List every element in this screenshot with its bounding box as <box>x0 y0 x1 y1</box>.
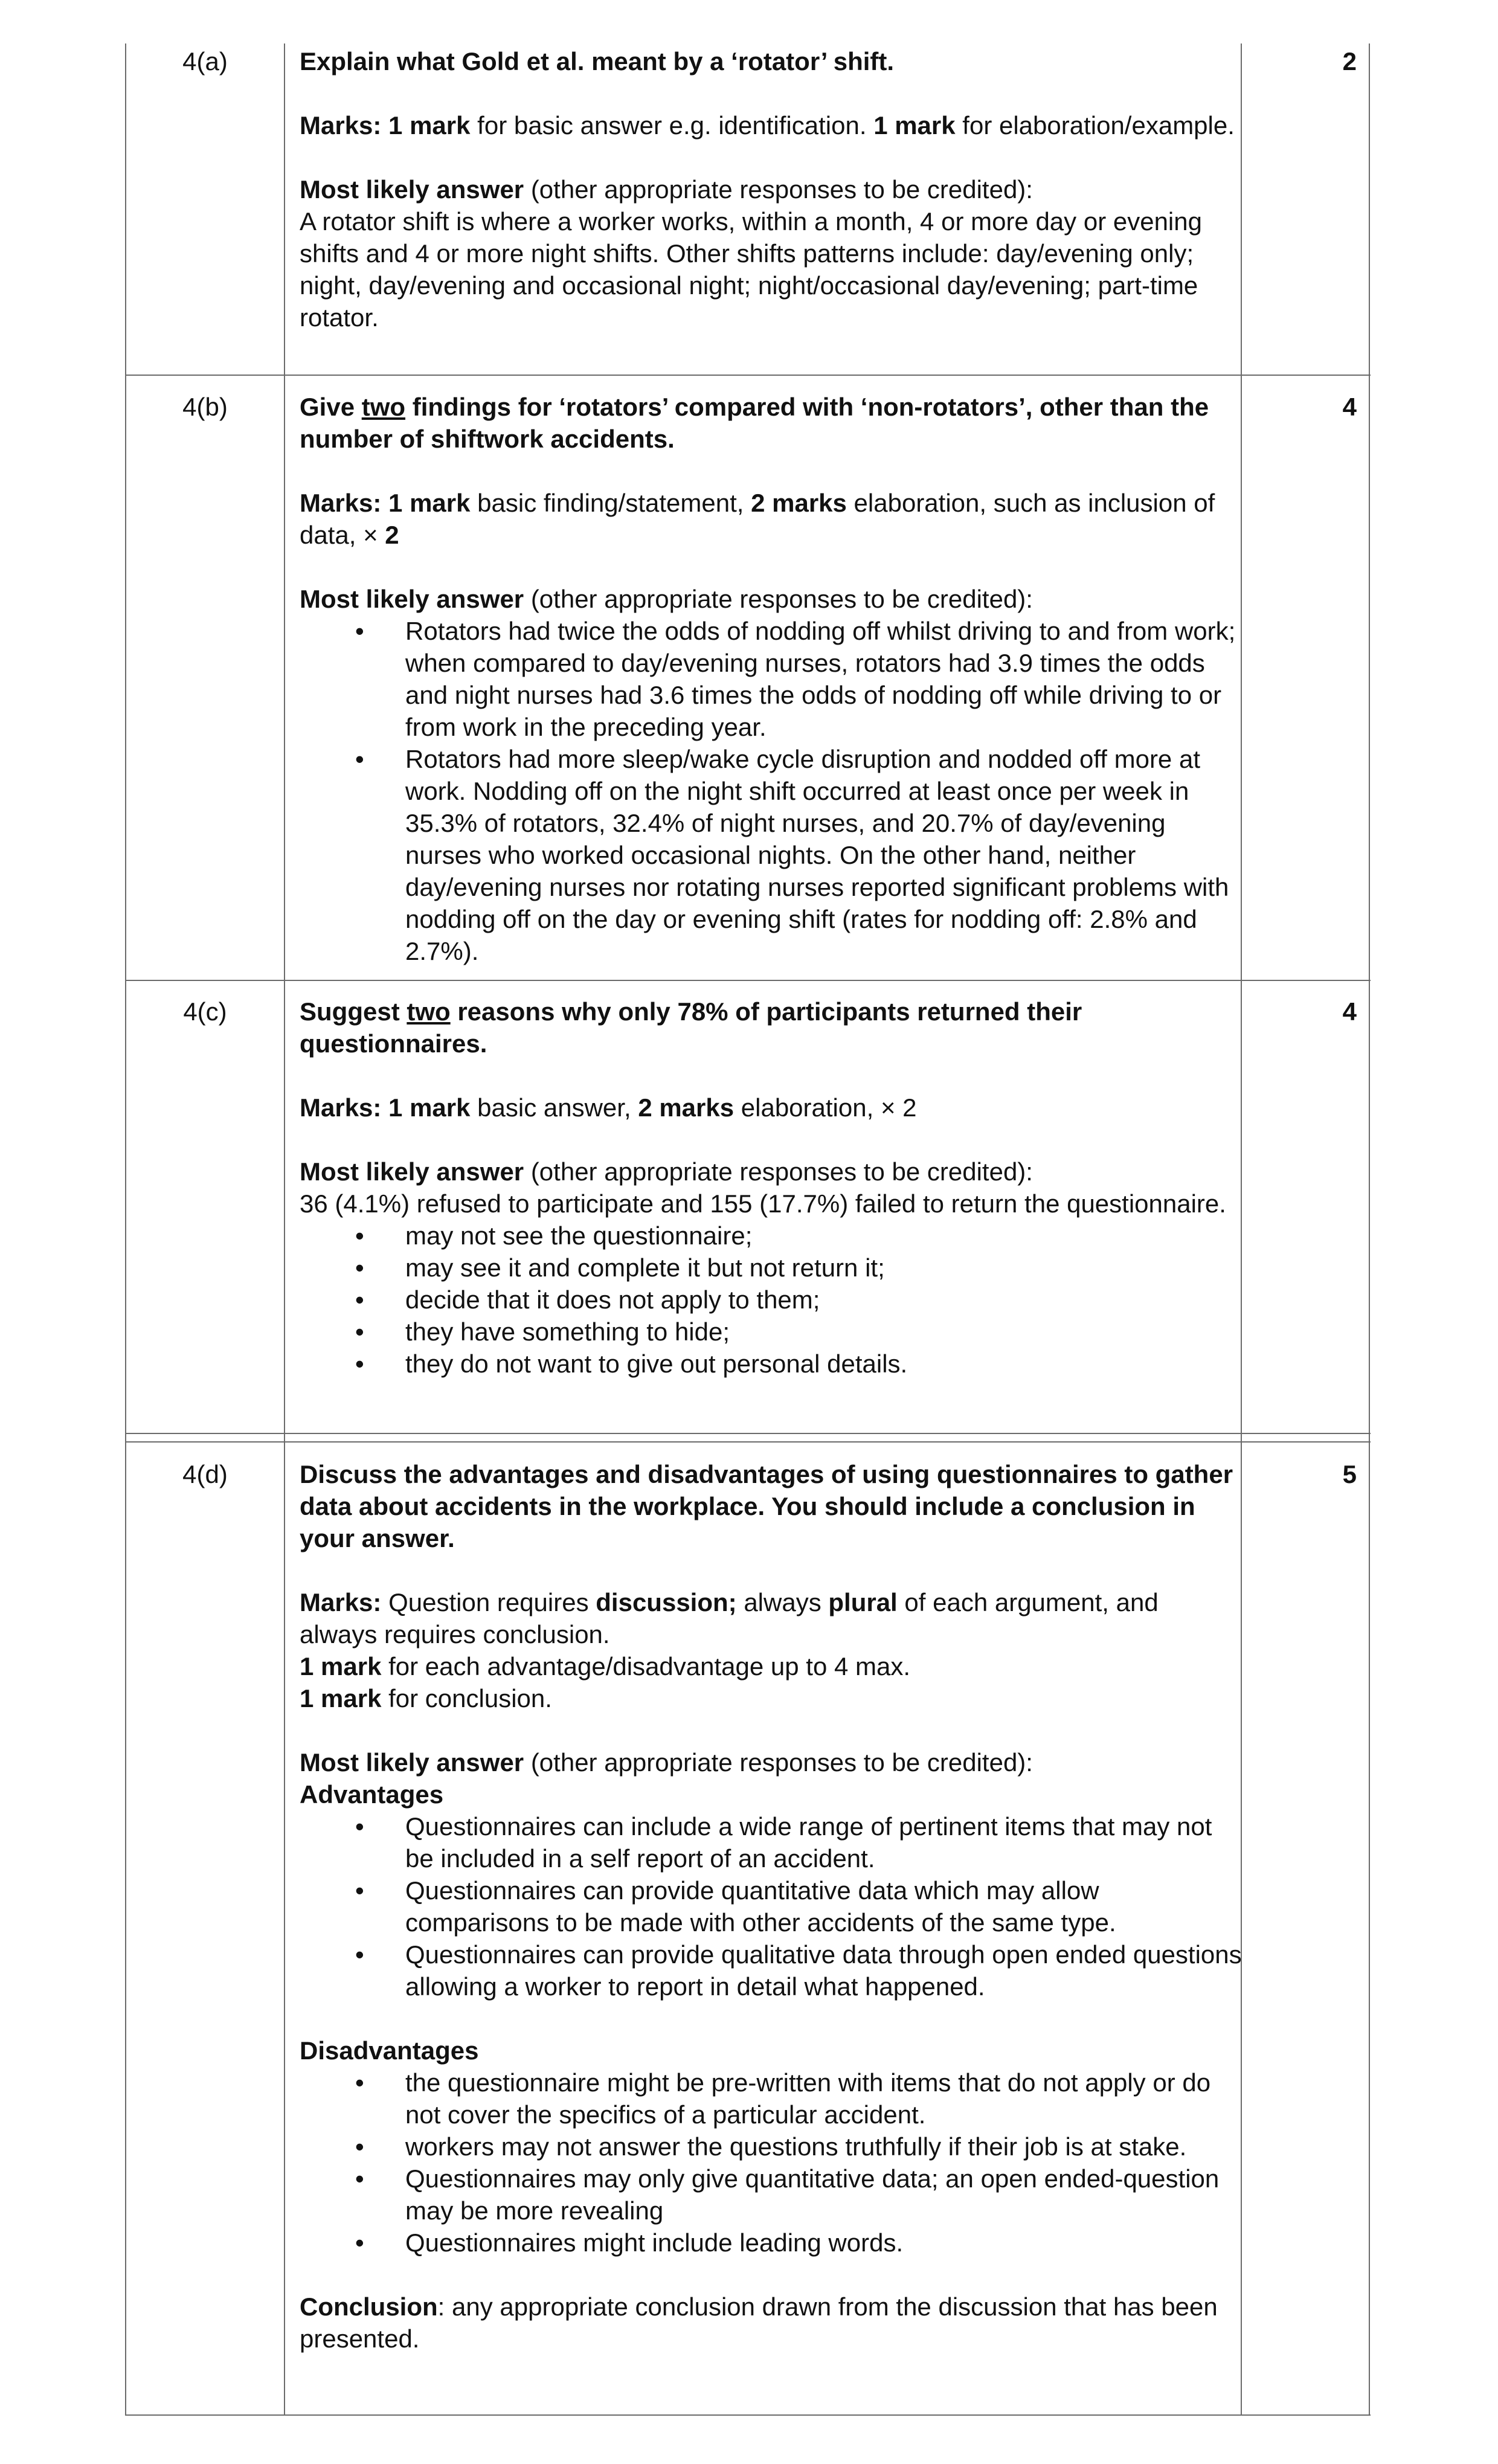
question-number: 4(b) <box>182 393 228 421</box>
mark-value: 4 <box>1342 997 1357 1026</box>
question-text: Discuss the advantages and disadvantages of using questionnaires to gather data about accidents in the workplace. You should include a conclusion in your answer. <box>300 1460 1233 1552</box>
disadvantages-heading: Disadvantages <box>300 2036 479 2065</box>
advantages-list <box>300 1810 1242 2002</box>
list-item: • the questionnaire might be pre-written with items that do not apply or do not cover the specifics of a particular accident. <box>300 2067 1242 2131</box>
marks-guidance: Marks: Question requires discussion; always plural of each argument, and always requires conclusion. <box>300 1588 1159 1649</box>
likely-answer-heading: Most likely answer (other appropriate responses to be credited): <box>300 1748 1033 1777</box>
likely-answer-heading: Most likely answer (other appropriate responses to be credited): <box>300 1157 1033 1186</box>
list-item: • decide that it does not apply to them; <box>300 1284 1242 1316</box>
list-item: • Questionnaires may only give quantitative data; an open ended-question may be more revealing <box>300 2163 1242 2227</box>
row-divider <box>125 375 1371 376</box>
question-number: 4(a) <box>182 47 228 76</box>
answer-bullet-list <box>300 615 1242 967</box>
row-divider <box>125 980 1371 981</box>
list-item: • Rotators had twice the odds of nodding off whilst driving to and from work; when compared to day/evening nurses, rotators had 3.9 times the odds and night nurses had 3.6 times the odds of nodding off while driving to or from work in the preceding year. <box>300 615 1242 743</box>
question-text: Give two findings for ‘rotators’ compared with ‘non-rotators’, other than the number of shiftwork accidents. <box>300 393 1209 453</box>
marks-guidance: Marks: 1 mark basic answer, 2 marks elaboration, × 2 <box>300 1093 917 1122</box>
list-item: • Questionnaires can provide qualitative data through open ended questions allowing a worker to report in detail what happened. <box>300 1938 1242 2002</box>
likely-answer-heading: Most likely answer (other appropriate responses to be credited): <box>300 585 1033 613</box>
answer-text: 36 (4.1%) refused to participate and 155 (17.7%) failed to return the questionnaire. <box>300 1189 1226 1218</box>
answer-cell-4b <box>300 391 1242 967</box>
table-border-bottom <box>125 2414 1371 2416</box>
list-item: • Questionnaires can provide quantitative data which may allow comparisons to be made with other accidents of the same type. <box>300 1874 1242 1938</box>
mark-value: 2 <box>1342 47 1357 76</box>
row-divider <box>125 1441 1371 1443</box>
list-item: • may see it and complete it but not return it; <box>300 1252 1242 1284</box>
list-item: • workers may not answer the questions truthfully if their job is at stake. <box>300 2131 1242 2163</box>
list-item: • Questionnaires can include a wide range of pertinent items that may not be included in a self report of an accident. <box>300 1810 1242 1874</box>
disadvantages-list <box>300 2067 1242 2259</box>
marks-guidance: Marks: 1 mark for basic answer e.g. identification. 1 mark for elaboration/example. <box>300 111 1235 140</box>
row-divider <box>125 1433 1371 1434</box>
list-item: • they have something to hide; <box>300 1316 1242 1348</box>
question-number: 4(c) <box>183 997 227 1026</box>
list-item: • Rotators had more sleep/wake cycle disruption and nodded off more at work. Nodding off on the night shift occurred at least once per week in 35.3% of rotators, 32.4% of night nurses, and 20.7% of day/evening nurses who worked occasional nights. On the other hand, neither day/evening nurses nor rotating nurses reported significant problems with nodding off on the day or evening shift (rates for nodding off: 2.8% and 2.7%). <box>300 743 1242 967</box>
advantages-heading: Advantages <box>300 1780 444 1809</box>
list-item: • Questionnaires might include leading words. <box>300 2227 1242 2259</box>
marks-guidance-line: 1 mark for conclusion. <box>300 1684 552 1713</box>
conclusion-text: Conclusion: any appropriate conclusion drawn from the discussion that has been presented. <box>300 2292 1218 2353</box>
marks-guidance-line: 1 mark for each advantage/disadvantage up to 4 max. <box>300 1652 911 1681</box>
answer-bullet-list <box>300 1220 1242 1380</box>
list-item: • they do not want to give out personal details. <box>300 1348 1242 1380</box>
likely-answer-heading: Most likely answer (other appropriate responses to be credited): <box>300 175 1033 204</box>
mark-value: 5 <box>1342 1460 1357 1488</box>
answer-cell-4c <box>300 996 1242 1380</box>
question-text: Suggest two reasons why only 78% of participants returned their questionnaires. <box>300 997 1082 1058</box>
list-item: • may not see the questionnaire; <box>300 1220 1242 1252</box>
marks-guidance: Marks: 1 mark basic finding/statement, 2 marks elaboration, such as inclusion of data, × 2 <box>300 489 1215 549</box>
answer-cell-4a <box>300 45 1242 333</box>
answer-cell-4d <box>300 1458 1242 2355</box>
answer-text: A rotator shift is where a worker works, within a month, 4 or more day or evening shifts and 4 or more night shifts. Other shifts patterns include: day/evening only; night, day/evening and occasional night; night/occasional day/evening; part-time rotator. <box>300 207 1202 332</box>
question-text: Explain what Gold et al. meant by a ‘rotator’ shift. <box>300 47 895 76</box>
question-number: 4(d) <box>182 1460 228 1488</box>
mark-value: 4 <box>1342 393 1357 421</box>
